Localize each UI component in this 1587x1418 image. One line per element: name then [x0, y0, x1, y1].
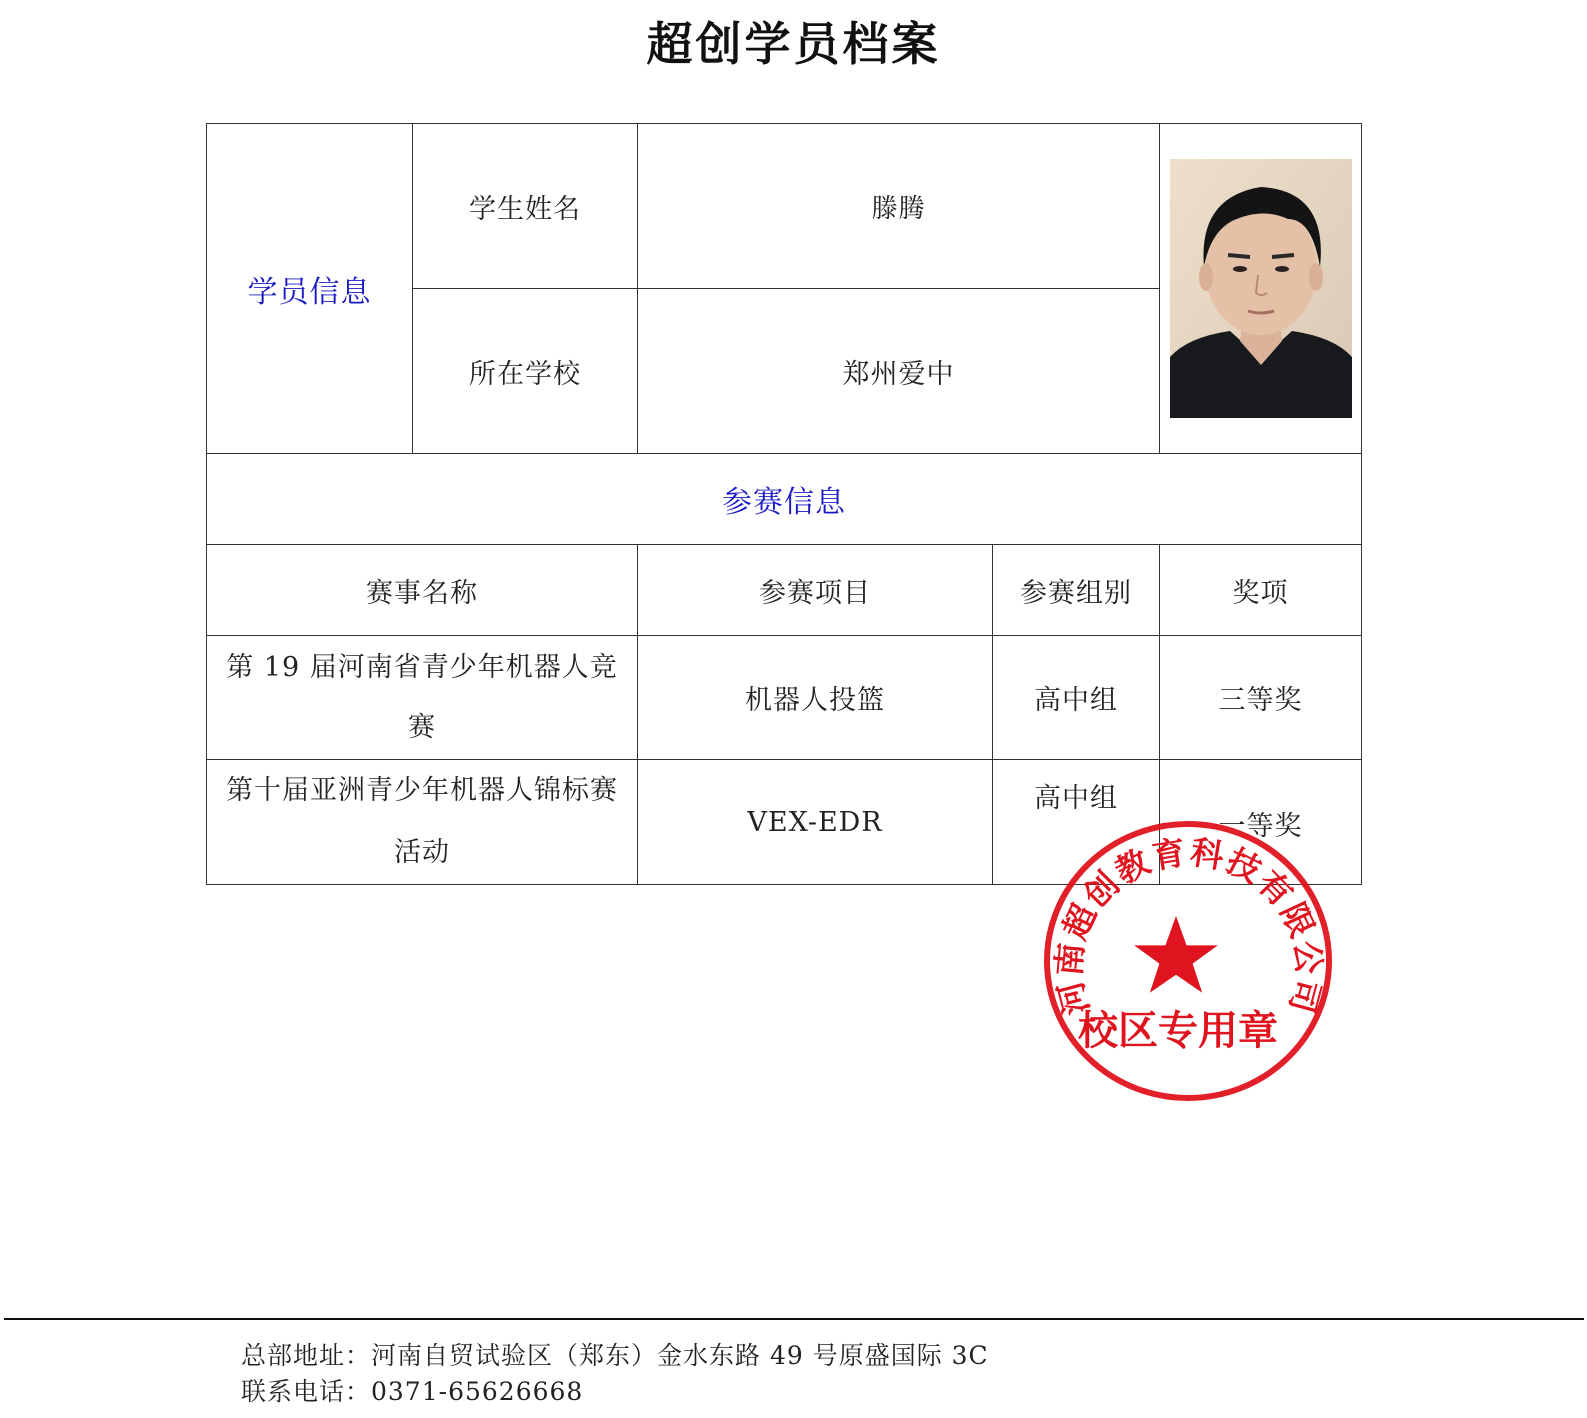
event-cell: 第 19 届河南省青少年机器人竞赛 [207, 636, 638, 760]
student-record-table [206, 123, 1362, 885]
project-cell: 机器人投篮 [638, 636, 993, 760]
student-photo [1170, 159, 1352, 418]
project-cell: VEX-EDR [638, 760, 993, 885]
footer-phone: 联系电话：0371-65626668 [241, 1377, 584, 1406]
school-label: 所在学校 [413, 289, 638, 454]
seal-company-text: 河南超创教育科技有限公司 [1048, 832, 1330, 1020]
student-name-label: 学生姓名 [413, 124, 638, 289]
page-title: 超创学员档案 [646, 17, 941, 71]
school-value: 郑州爱中 [638, 289, 1160, 454]
competition-info-heading: 参赛信息 [207, 454, 1362, 545]
column-header-group: 参赛组别 [993, 545, 1160, 636]
footer-address: 总部地址：河南自贸试验区（郑东）金水东路 49 号原盛国际 3C [241, 1341, 989, 1370]
student-info-heading: 学员信息 [207, 124, 413, 454]
column-header-award: 奖项 [1160, 545, 1362, 636]
group-cell: 高中组 [993, 760, 1160, 885]
footer-divider [4, 1318, 1584, 1320]
award-cell: 三等奖 [1160, 636, 1362, 760]
seal-label-text: 校区专用章 [1078, 1008, 1278, 1054]
award-cell: 一等奖 [1160, 760, 1362, 885]
event-cell: 第十届亚洲青少年机器人锦标赛活动 [207, 760, 638, 885]
column-header-event: 赛事名称 [207, 545, 638, 636]
group-cell: 高中组 [993, 636, 1160, 760]
column-header-project: 参赛项目 [638, 545, 993, 636]
star-icon [1134, 916, 1218, 993]
table-row [207, 636, 1362, 760]
student-name-value: 滕腾 [638, 124, 1160, 289]
student-photo-cell [1160, 124, 1362, 454]
company-seal [1040, 818, 1336, 1104]
